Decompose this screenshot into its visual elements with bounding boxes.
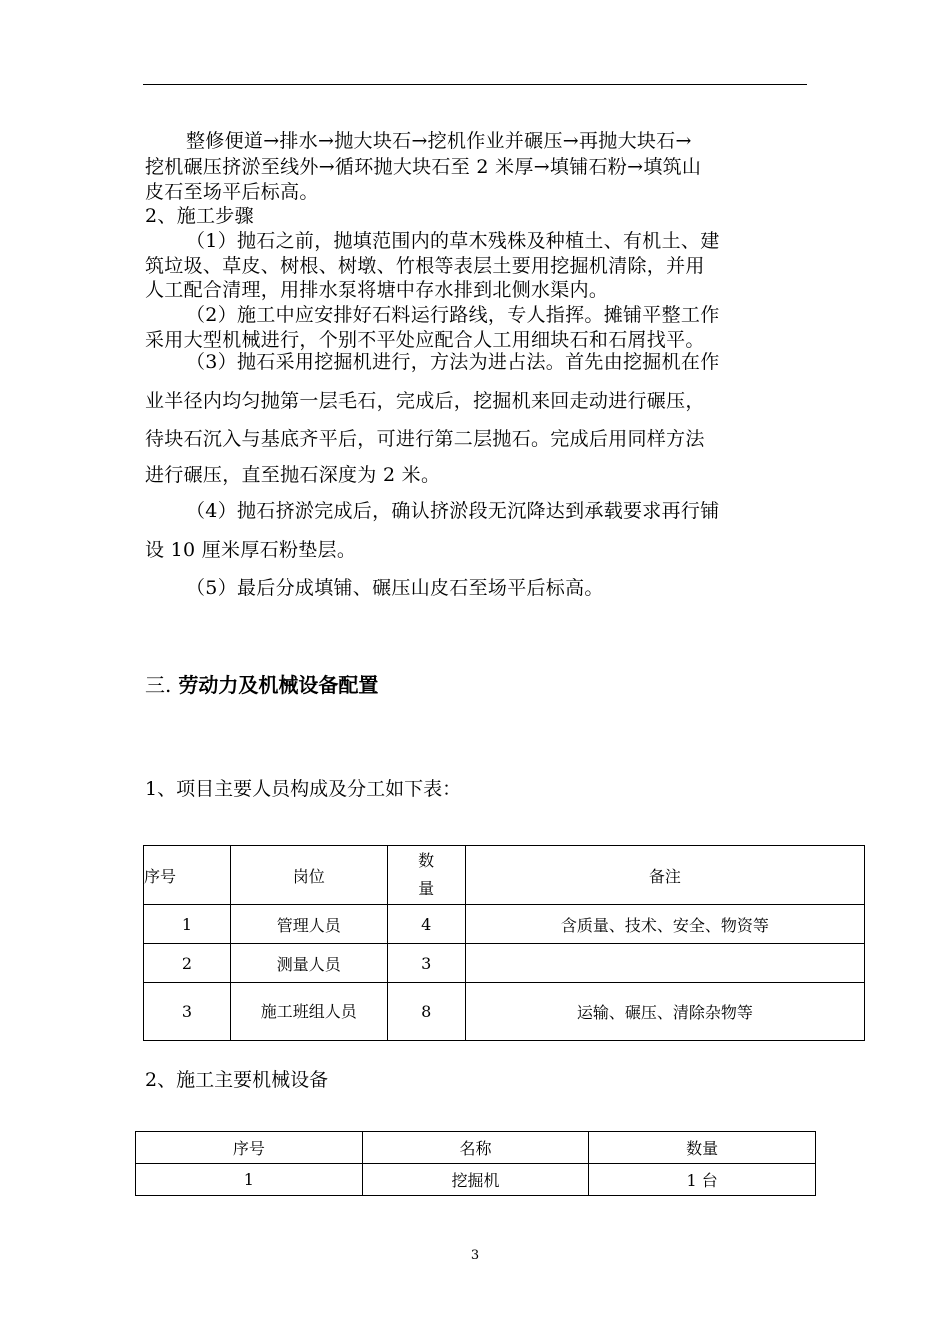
header-cell <box>387 846 465 905</box>
table-cell-text: 施工班组人员 <box>260 1002 357 1021</box>
text-line: （1）抛石之前，抛填范围内的草木残株及种植土、有机土、建 <box>186 230 720 252</box>
text-line: 待块石沉入与基底齐平后，可进行第二层抛石。完成后用同样方法 <box>145 428 705 450</box>
header-cell-text: 数量 <box>418 851 435 898</box>
section-heading <box>145 669 378 698</box>
header-cell: 序号 <box>136 1132 363 1164</box>
table-cell: 3 <box>144 983 231 1041</box>
personnel-caption: 1、项目主要人员构成及分工如下表： <box>145 778 462 800</box>
text-line: 皮石至场平后标高。 <box>145 181 319 203</box>
text-line: 整修便道→排水→抛大块石→挖机作业并碾压→再抛大块石→ <box>186 130 692 152</box>
table-header-row <box>136 1132 816 1164</box>
table-cell: 1 台 <box>589 1164 816 1196</box>
table-header-row <box>144 846 865 905</box>
section-number: 三. <box>145 673 172 697</box>
header-cell: 序号 <box>144 846 231 905</box>
machinery-table <box>135 1131 816 1196</box>
table-cell: 运输、碾压、清除杂物等 <box>465 983 864 1041</box>
text-line: 筑垃圾、草皮、树根、树墩、竹根等表层土要用挖掘机清除，并用 <box>145 255 705 277</box>
machinery-caption: 2、施工主要机械设备 <box>145 1069 329 1091</box>
text-line: 挖机碾压挤淤至线外→循环抛大块石至 2 米厚→填铺石粉→填筑山 <box>145 156 702 178</box>
table-cell: 3 <box>387 944 465 983</box>
table-row <box>144 983 865 1041</box>
header-cell: 数量 <box>589 1132 816 1164</box>
table-cell <box>465 944 864 983</box>
table-cell: 测量人员 <box>230 944 387 983</box>
header-cell: 岗位 <box>230 846 387 905</box>
header-rule <box>143 84 807 85</box>
table-cell: 1 <box>144 905 231 944</box>
table-cell: 1 <box>136 1164 363 1196</box>
table-row <box>136 1164 816 1196</box>
text-line: 进行碾压，直至抛石深度为 2 米。 <box>145 464 441 486</box>
text-line: 采用大型机械进行，个别不平处应配合人工用细块石和石屑找平。 <box>145 329 705 351</box>
table-cell: 4 <box>387 905 465 944</box>
text-line: （3）抛石采用挖掘机进行，方法为进占法。首先由挖掘机在作 <box>186 351 720 373</box>
header-cell: 备注 <box>465 846 864 905</box>
text-line: （4）抛石挤淤完成后，确认挤淤段无沉降达到承载要求再行铺 <box>186 500 720 522</box>
step-heading: 2、施工步骤 <box>145 205 254 227</box>
table-cell: 含质量、技术、安全、物资等 <box>465 905 864 944</box>
text-line: （5）最后分成填铺、碾压山皮石至场平后标高。 <box>186 577 604 599</box>
table-row <box>144 905 865 944</box>
section-title: 劳动力及机械设备配置 <box>178 673 379 697</box>
personnel-table <box>143 845 865 1041</box>
table-cell <box>230 983 387 1041</box>
page-number: 3 <box>470 1248 480 1263</box>
header-cell: 名称 <box>362 1132 589 1164</box>
text-line: 人工配合清理，用排水泵将塘中存水排到北侧水渠内。 <box>145 279 609 301</box>
table-cell: 管理人员 <box>230 905 387 944</box>
text-line: 业半径内均匀抛第一层毛石，完成后，挖掘机来回走动进行碾压， <box>145 390 705 412</box>
text-line: （2）施工中应安排好石料运行路线，专人指挥。摊铺平整工作 <box>186 304 720 326</box>
table-cell: 挖掘机 <box>362 1164 589 1196</box>
table-cell: 2 <box>144 944 231 983</box>
text-line: 设 10 厘米厚石粉垫层。 <box>145 539 357 561</box>
table-cell: 8 <box>387 983 465 1041</box>
table-row <box>144 944 865 983</box>
